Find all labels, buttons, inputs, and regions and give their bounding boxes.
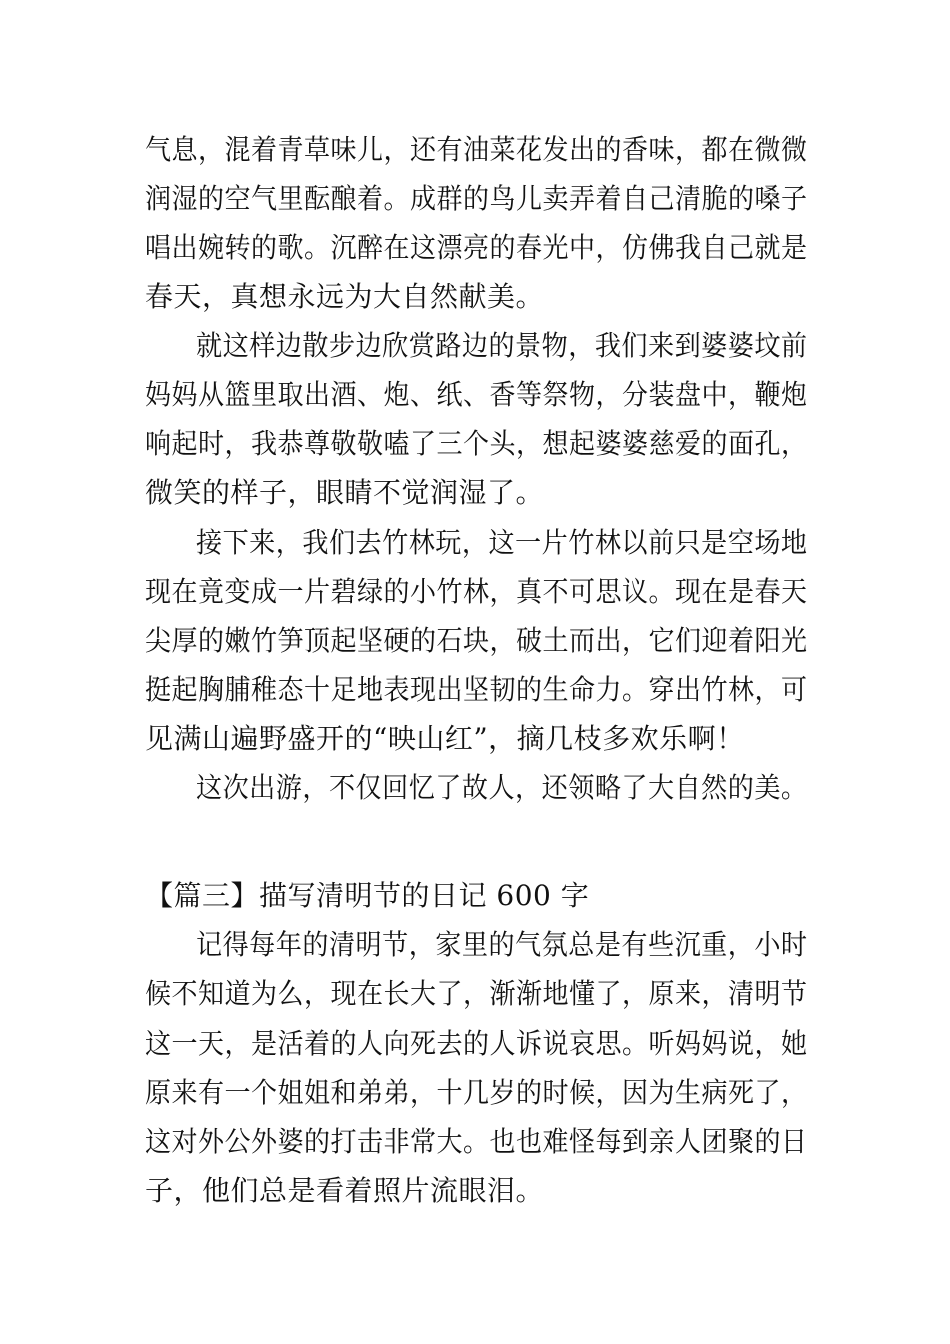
paragraph-line: 气息，混着青草味儿，还有油菜花发出的香味，都在微微	[145, 133, 808, 166]
paragraph-line: 尖厚的嫩竹笋顶起坚硬的石块，破土而出，它们迎着阳光	[145, 624, 808, 657]
section-heading: 【篇三】描写清明节的日记 600 字	[145, 879, 590, 912]
paragraph-line: 接下来，我们去竹林玩，这一片竹林以前只是空场地	[196, 526, 808, 559]
paragraph-line: 挺起胸脯稚态十足地表现出坚韧的生命力。穿出竹林，可	[145, 673, 808, 706]
paragraph-line: 原来有一个姐姐和弟弟，十几岁的时候，因为生病死了，	[145, 1076, 808, 1109]
paragraph-line: 就这样边散步边欣赏路边的景物，我们来到婆婆坟前	[196, 329, 808, 362]
paragraph-line: 春天，真想永远为大自然献美。	[145, 280, 545, 313]
paragraph-line: 候不知道为么，现在长大了，渐渐地懂了，原来，清明节	[145, 977, 808, 1010]
paragraph-line: 这次出游，不仅回忆了故人，还领略了大自然的美。	[196, 771, 808, 804]
paragraph-line: 唱出婉转的歌。沉醉在这漂亮的春光中，仿佛我自己就是	[145, 231, 808, 264]
paragraph-line: 响起时，我恭尊敬敬嗑了三个头，想起婆婆慈爱的面孔，	[145, 427, 808, 460]
paragraph-line: 见满山遍野盛开的“映山红”，摘几枝多欢乐啊！	[145, 722, 745, 755]
paragraph-line: 微笑的样子，眼睛不觉润湿了。	[145, 476, 545, 509]
paragraph-line: 这一天，是活着的人向死去的人诉说哀思。听妈妈说，她	[145, 1027, 808, 1060]
paragraph-line: 子，他们总是看着照片流眼泪。	[145, 1174, 545, 1207]
paragraph-line: 记得每年的清明节，家里的气氛总是有些沉重，小时	[196, 928, 808, 961]
paragraph-line: 润湿的空气里酝酿着。成群的鸟儿卖弄着自己清脆的嗓子	[145, 182, 808, 215]
paragraph-line: 妈妈从篮里取出酒、炮、纸、香等祭物，分装盘中，鞭炮	[145, 378, 808, 411]
paragraph-line: 现在竟变成一片碧绿的小竹林，真不可思议。现在是春天	[145, 575, 808, 608]
paragraph-line: 这对外公外婆的打击非常大。也也难怪每到亲人团聚的日	[145, 1125, 808, 1158]
